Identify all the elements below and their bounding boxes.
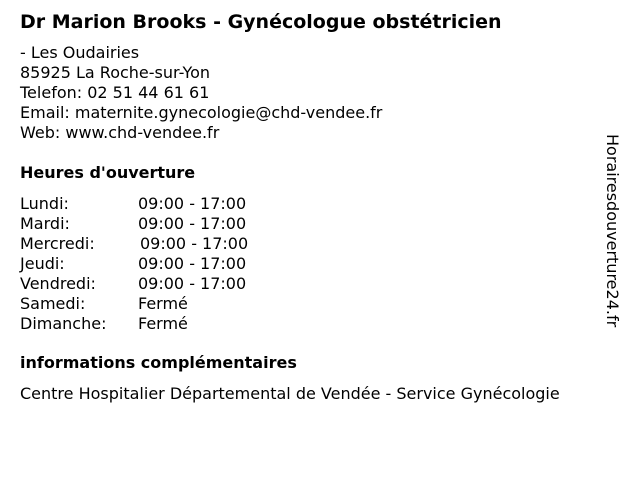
contact-details [20,43,382,143]
additional-info-text: Centre Hospitalier Départemental de Vendée - Service Gynécologie [20,384,560,403]
day-hours: 09:00 - 17:00 [138,194,247,213]
hours-row-monday [20,194,320,214]
hours-row-sunday [20,314,320,334]
hours-row-friday [20,274,320,294]
site-watermark: Horairesdouverture24.fr [603,134,622,328]
address-street: - Les Oudairies [20,43,140,62]
day-label: Jeudi: [20,254,65,273]
day-label: Mardi: [20,214,70,233]
day-hours: 09:00 - 17:00 [138,214,247,233]
day-label: Dimanche: [20,314,107,333]
additional-info-heading: informations complémentaires [20,353,297,372]
day-label: Vendredi: [20,274,96,293]
phone-number: Telefon: 02 51 44 61 61 [20,83,210,102]
day-hours: 09:00 - 17:00 [138,254,247,273]
day-label: Mercredi: [20,234,95,253]
day-label: Samedi: [20,294,86,313]
opening-hours-table [20,194,320,334]
hours-row-tuesday [20,214,320,234]
day-hours: Fermé [138,314,188,333]
hours-row-wednesday [20,234,320,254]
day-hours: 09:00 - 17:00 [140,234,249,253]
day-hours: 09:00 - 17:00 [138,274,247,293]
page-title: Dr Marion Brooks - Gynécologue obstétricien [20,11,502,33]
opening-hours-heading: Heures d'ouverture [20,163,196,182]
hours-row-saturday [20,294,320,314]
hours-row-thursday [20,254,320,274]
day-hours: Fermé [138,294,188,313]
address-city: 85925 La Roche-sur-Yon [20,63,211,82]
day-label: Lundi: [20,194,69,213]
email-address: Email: maternite.gynecologie@chd-vendee.fr [20,103,383,122]
website-address: Web: www.chd-vendee.fr [20,123,220,142]
